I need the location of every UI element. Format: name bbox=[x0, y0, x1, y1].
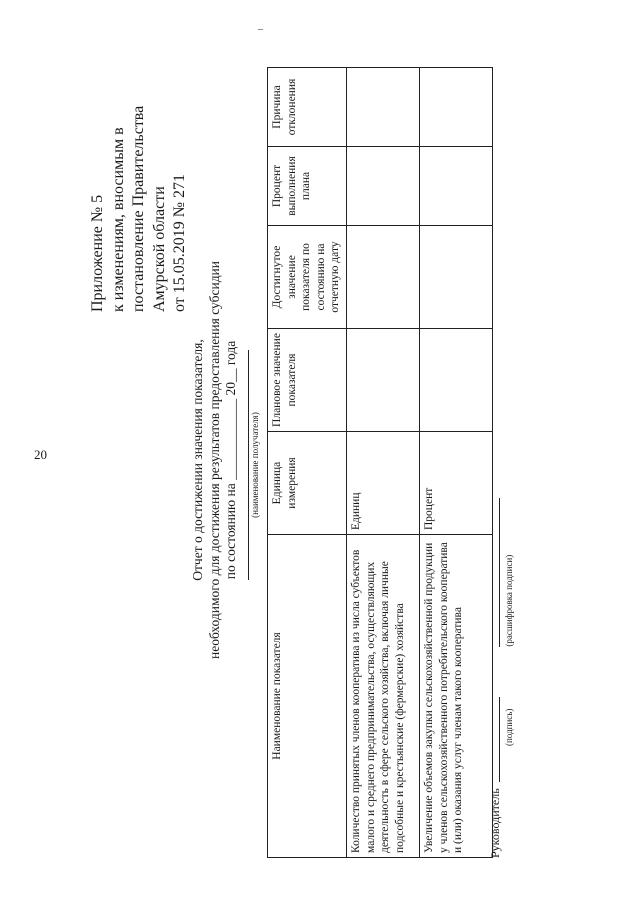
unit-cell: Процент bbox=[420, 432, 493, 535]
header-cell: Причина отклонения bbox=[268, 68, 347, 147]
percent-cell bbox=[420, 147, 493, 226]
title-line: Отчет о достижении значения показателя, bbox=[190, 339, 205, 581]
header-cell: Единица измерения bbox=[268, 432, 347, 535]
recipient-caption: (наименование получателя) bbox=[248, 350, 260, 580]
reason-cell bbox=[420, 68, 493, 147]
indicator-table bbox=[267, 67, 493, 858]
report-title bbox=[190, 240, 240, 680]
indicator-name: Увеличение объемов закупки сельскохозяйственной продукции у членов сельскохозяйственного потребительского кооператива и (или) оказания услуг членам такого кооператива bbox=[420, 535, 493, 858]
header-cell: Плановое значение показателя bbox=[268, 329, 347, 432]
appendix-line: Приложение № 5 bbox=[89, 194, 106, 312]
title-line: необходимого для достижения результатов предоставления субсидии bbox=[206, 260, 222, 660]
header-cell: Процент выполнения плана bbox=[268, 147, 347, 226]
appendix-header bbox=[88, 52, 191, 312]
actual-cell bbox=[347, 226, 420, 329]
table-row bbox=[347, 68, 420, 858]
signature-decode-blank bbox=[499, 498, 500, 647]
appendix-line: от 15.05.2019 № 271 bbox=[171, 173, 188, 312]
table-header-row bbox=[268, 68, 347, 858]
unit-cell: Единиц bbox=[347, 432, 420, 535]
signature-caption: (подпись) bbox=[504, 708, 514, 746]
actual-cell bbox=[420, 226, 493, 329]
appendix-line: Амурской области bbox=[150, 186, 168, 312]
signature-label: Руководитель bbox=[488, 788, 502, 858]
reason-cell bbox=[347, 68, 420, 147]
signature-blank bbox=[499, 697, 500, 783]
title-line: по состоянию на ____________ 20__ года bbox=[223, 340, 238, 580]
header-cell: Достигнутое значение показателя по состоянию на отчетную дату bbox=[268, 226, 347, 329]
signature-block bbox=[488, 498, 514, 858]
page-number: 20 bbox=[34, 447, 47, 462]
percent-cell bbox=[347, 147, 420, 226]
appendix-line: постановление Правительства bbox=[130, 105, 147, 312]
scan-mark: – bbox=[258, 24, 263, 35]
plan-cell bbox=[420, 329, 493, 432]
plan-cell bbox=[347, 329, 420, 432]
appendix-line: к изменениям, вносимым в bbox=[109, 127, 127, 312]
decode-caption: (расшифровка подписи) bbox=[504, 554, 514, 647]
indicator-name: Количество принятых членов кооператива из числа субъектов малого и среднего предпринимательства, осуществляющих деятельность в сфере сельского хозяйства, включая личные подсобные и крестьянские (фермерские) хозяйства bbox=[347, 535, 420, 858]
header-cell: Наименование показателя bbox=[268, 535, 347, 858]
table-row bbox=[420, 68, 493, 858]
